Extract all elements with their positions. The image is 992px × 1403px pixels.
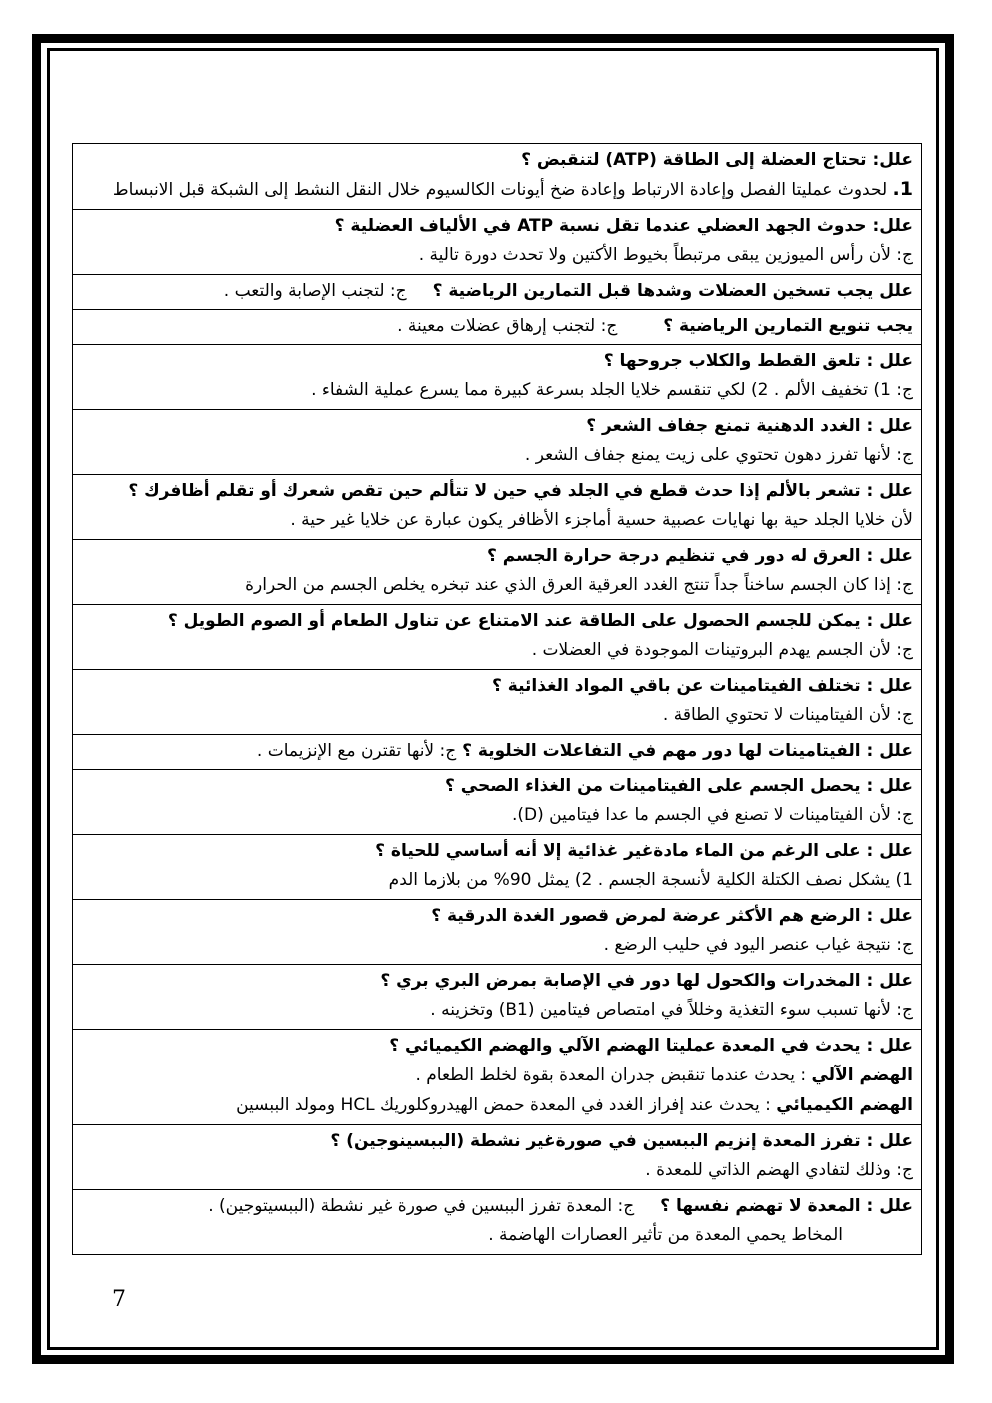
question-text: علل : الفيتامينات لها دور مهم في التفاعلات الخلوية ؟ ج: لأنها تقترن مع الإنزيمات . xyxy=(256,741,913,761)
answer-label: الهضم الكيميائي xyxy=(776,1095,913,1115)
answer-label: الهضم الآلي xyxy=(811,1065,913,1085)
answer-text: ج: لأن رأس الميوزين يبقى مرتبطاً بخيوط الأكتين ولا تحدث دورة تالية . xyxy=(418,245,913,265)
question-row xyxy=(72,274,922,309)
question-text: علل : الرضع هم الأكثر عرضة لمرض قصور الغدة الدرقية ؟ xyxy=(431,906,913,926)
question-row xyxy=(72,474,922,539)
question-row xyxy=(72,669,922,734)
answer-text: ج: لأن الجسم يهدم البروتينات الموجودة في العضلات . xyxy=(531,640,913,660)
question-row xyxy=(72,344,922,409)
answer-text: ج: لأنها تقترن مع الإنزيمات . xyxy=(256,741,457,761)
question-text: علل : العرق له دور في تنظيم درجة حرارة الجسم ؟ xyxy=(486,546,913,566)
answer-text: 1. لحدوث عمليتا الفصل وإعادة الارتباط وإعادة ضخ أيونات الكالسيوم خلال النقل النشط إلى الشبكة قبل الانبساط xyxy=(112,178,913,200)
question-row xyxy=(72,834,922,899)
question-row xyxy=(72,209,922,274)
answer-text: ج: لتجنب إرهاق عضلات معينة . xyxy=(397,316,618,336)
question-text: علل : يحصل الجسم على الفيتامينات من الغذاء الصحي ؟ xyxy=(444,776,913,796)
answer-text: ج: 1) تخفيف الألم . 2) لكي تنقسم خلايا الجلد بسرعة كبيرة مما يسرع عملية الشفاء . xyxy=(311,380,913,400)
answer-text: المخاط يحمي المعدة من تأثير العصارات الهاضمة . xyxy=(488,1225,843,1245)
page-number: 7 xyxy=(112,1287,126,1312)
question-text: علل : على الرغم من الماء مادةغير غذائية إلا أنه أساسي للحياة ؟ xyxy=(375,841,913,861)
answer-text: 1) يشكل نصف الكتلة الكلية لأنسجة الجسم . 2) يمثل 90% من بلازما الدم xyxy=(388,870,913,890)
question-row xyxy=(72,964,922,1029)
question-row xyxy=(72,734,922,769)
question-text: علل : تشعر بالألم إذا حدث قطع في الجلد في حين لا تتألم حين تقص شعرك أو تقلم أظافرك ؟ xyxy=(128,481,913,501)
answer-text: ج: لتجنب الإصابة والتعب . xyxy=(223,281,407,301)
question-text: علل : يمكن للجسم الحصول على الطاقة عند الامتناع عن تناول الطعام أو الصوم الطويل ؟ xyxy=(167,611,913,631)
answer-text: ج: لأنها تسبب سوء التغذية وخللاً في امتصاص فيتامين (B1) وتخزينه . xyxy=(430,1000,913,1020)
answer-text: لأن خلايا الجلد حية بها نهايات عصبية حسية أماجزء الأظافر يكون عبارة عن خلايا غير حية . xyxy=(290,510,913,530)
answer-text: الهضم الكيميائي : يحدث عند إفراز الغدد في المعدة حمض الهيدروكلوريك HCL ومولد الببسين xyxy=(236,1095,913,1115)
question-text: علل : الغدد الدهنية تمنع جفاف الشعر ؟ xyxy=(586,416,913,436)
question-text: علل : تلعق القطط والكلاب جروحها ؟ xyxy=(603,351,913,371)
question-row xyxy=(72,899,922,964)
questions-table xyxy=(72,143,922,1255)
question-text: علل: حدوث الجهد العضلي عندما تقل نسبة ATP في الألياف العضلية ؟ xyxy=(334,216,913,236)
answer-text: ج: وذلك لتفادي الهضم الذاتي للمعدة . xyxy=(645,1160,913,1180)
question-row xyxy=(72,409,922,474)
answer-text: الهضم الآلي : يحدث عندما تنقبض جدران المعدة بقوة لخلط الطعام . xyxy=(415,1065,913,1085)
answer-text: ج: نتيجة غياب عنصر اليود في حليب الرضع . xyxy=(603,935,913,955)
answer-text: ج: المعدة تفرز الببسين في صورة غير نشطة (الببسيتوجين) . xyxy=(208,1196,635,1216)
question-text: علل : يحدث في المعدة عمليتا الهضم الآلي والهضم الكيميائي ؟ xyxy=(389,1036,913,1056)
question-text: علل : المخدرات والكحول لها دور في الإصابة بمرض البري بري ؟ xyxy=(380,971,913,991)
question-row xyxy=(72,1189,922,1255)
answer-text: ج: لأنها تفرز دهون تحتوي على زيت يمنع جفاف الشعر . xyxy=(524,445,913,465)
question-row xyxy=(72,539,922,604)
question-text: علل : تفرز المعدة إنزيم الببسين في صورةغير نشطة (الببسينوجين) ؟ xyxy=(330,1131,913,1151)
question-row xyxy=(72,769,922,834)
question-row xyxy=(72,309,922,344)
question-text: علل : المعدة لا تهضم نفسها ؟ ج: المعدة تفرز الببسين في صورة غير نشطة (الببسيتوجين) . xyxy=(208,1196,913,1216)
answer-text: ج: لأن الفيتامينات لا تصنع في الجسم ما عدا فيتامين (D). xyxy=(512,805,913,825)
answer-number: 1. xyxy=(892,178,913,200)
question-text: علل يجب تسخين العضلات وشدها قبل التمارين الرياضية ؟ ج: لتجنب الإصابة والتعب . xyxy=(223,281,913,301)
question-text: يجب تنويع التمارين الرياضية ؟ ج: لتجنب إرهاق عضلات معينة . xyxy=(397,316,913,336)
answer-text: ج: لأن الفيتامينات لا تحتوي الطاقة . xyxy=(662,705,913,725)
answer-text: ج: إذا كان الجسم ساخناً جداً تنتج الغدد العرقية العرق الذي عند تبخره يخلص الجسم من الحرارة xyxy=(245,575,913,595)
question-text: علل : تختلف الفيتامينات عن باقي المواد الغذائية ؟ xyxy=(492,676,913,696)
question-row xyxy=(72,143,922,209)
question-row xyxy=(72,1029,922,1124)
question-text: علل: تحتاج العضلة إلى الطاقة (ATP) لتنقبض ؟ xyxy=(521,150,913,170)
question-row xyxy=(72,1124,922,1189)
question-row xyxy=(72,604,922,669)
